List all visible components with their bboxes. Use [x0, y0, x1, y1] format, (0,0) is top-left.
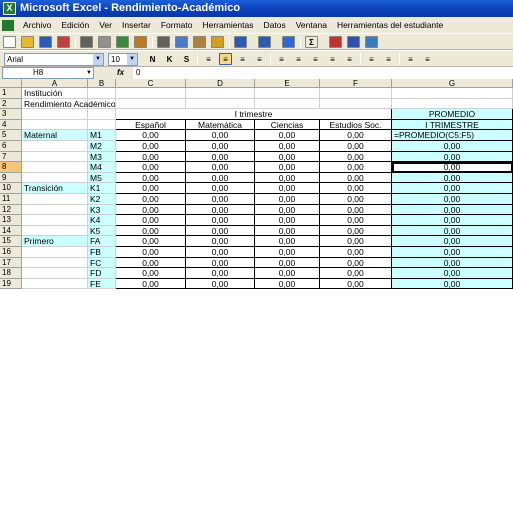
- cell-a6[interactable]: [22, 141, 88, 152]
- cell-g15[interactable]: 0,00: [392, 236, 513, 247]
- cell-a10[interactable]: Transición: [22, 183, 88, 194]
- cell-c7[interactable]: 0,00: [116, 152, 186, 163]
- cell-d2[interactable]: [186, 99, 255, 110]
- table-row: [0, 99, 513, 110]
- format-painter-icon[interactable]: [211, 36, 224, 48]
- cell-b19[interactable]: FE: [88, 279, 116, 290]
- chevron-down-icon[interactable]: ▼: [127, 54, 137, 65]
- cell-a9[interactable]: [22, 173, 88, 184]
- cell-d14[interactable]: 0,00: [186, 226, 255, 237]
- row-header[interactable]: 14: [0, 226, 22, 237]
- cell-f16[interactable]: 0,00: [320, 247, 392, 258]
- currency-icon[interactable]: ≡: [275, 53, 288, 65]
- row-header[interactable]: 13: [0, 215, 22, 226]
- redo-icon[interactable]: [258, 36, 271, 48]
- cell-g18[interactable]: 0,00: [392, 268, 513, 279]
- merge-center-icon[interactable]: ≡: [253, 53, 266, 65]
- thousands-icon[interactable]: ≡: [309, 53, 322, 65]
- cell-a14[interactable]: [22, 226, 88, 237]
- font-size-value: 10: [111, 55, 120, 64]
- cell-e18[interactable]: 0,00: [255, 268, 320, 279]
- cell-a1[interactable]: Institución: [22, 88, 88, 99]
- menu-item-insertar[interactable]: Insertar: [122, 20, 151, 30]
- cell-g4[interactable]: I TRIMESTRE: [392, 120, 513, 131]
- spreadsheet-grid: [0, 79, 513, 303]
- cut-icon[interactable]: [157, 36, 170, 48]
- cell-c19[interactable]: 0,00: [116, 279, 186, 290]
- row-header[interactable]: 15: [0, 236, 22, 247]
- cell-c11[interactable]: 0,00: [116, 194, 186, 205]
- cell-f15[interactable]: 0,00: [320, 236, 392, 247]
- cell-a3[interactable]: [22, 109, 88, 120]
- menu-bar: [0, 17, 513, 33]
- cell-f11[interactable]: 0,00: [320, 194, 392, 205]
- align-left-icon[interactable]: ≡: [202, 53, 215, 65]
- print-icon[interactable]: [80, 36, 93, 48]
- toolbar-separator: [229, 36, 230, 48]
- cell-d5[interactable]: 0,00: [186, 130, 255, 141]
- cell-a7[interactable]: [22, 152, 88, 163]
- table-row: [0, 236, 513, 247]
- cell-g9[interactable]: 0,00: [392, 173, 513, 184]
- cell-g14[interactable]: 0,00: [392, 226, 513, 237]
- cell-g2[interactable]: [392, 99, 513, 110]
- decrease-decimal-icon[interactable]: ≡: [343, 53, 356, 65]
- cell-g3[interactable]: PROMEDIO: [392, 109, 513, 120]
- row-header[interactable]: 7: [0, 152, 22, 163]
- toolbar-separator: [270, 53, 271, 65]
- cell-e8[interactable]: 0,00: [255, 162, 320, 173]
- cell-f19[interactable]: 0,00: [320, 279, 392, 290]
- standard-toolbar: [0, 33, 513, 50]
- cell-b6[interactable]: M2: [88, 141, 116, 152]
- cell-b10[interactable]: K1: [88, 183, 116, 194]
- menu-item-archivo[interactable]: Archivo: [23, 20, 52, 30]
- new-icon[interactable]: [3, 36, 16, 48]
- cell-b16[interactable]: FB: [88, 247, 116, 258]
- formula-input[interactable]: 0: [133, 67, 513, 79]
- research-icon[interactable]: [134, 36, 147, 48]
- cell-a8[interactable]: [22, 162, 88, 173]
- cell-g8[interactable]: 0,00: [392, 162, 513, 173]
- cell-c4[interactable]: Español: [116, 120, 186, 131]
- cell-d16[interactable]: 0,00: [186, 247, 255, 258]
- column-header-e[interactable]: E: [255, 79, 320, 88]
- row-header[interactable]: 17: [0, 258, 22, 269]
- fx-icon[interactable]: fx: [117, 68, 125, 77]
- table-row: [0, 88, 513, 99]
- cell-b17[interactable]: FC: [88, 258, 116, 269]
- row-header[interactable]: 9: [0, 173, 22, 184]
- cell-d9[interactable]: 0,00: [186, 173, 255, 184]
- cell-e11[interactable]: 0,00: [255, 194, 320, 205]
- cell-a5[interactable]: Maternal: [22, 130, 88, 141]
- cell-g16[interactable]: 0,00: [392, 247, 513, 258]
- excel-doc-icon[interactable]: [2, 20, 14, 31]
- menu-items: [18, 17, 448, 33]
- cell-d13[interactable]: 0,00: [186, 215, 255, 226]
- cell-c16[interactable]: 0,00: [116, 247, 186, 258]
- increase-indent-icon[interactable]: ≡: [382, 53, 395, 65]
- column-header-g[interactable]: G: [392, 79, 513, 88]
- table-row: [0, 215, 513, 226]
- cell-a17[interactable]: [22, 258, 88, 269]
- cell-c10[interactable]: 0,00: [116, 183, 186, 194]
- cell-d4[interactable]: Matemática: [186, 120, 255, 131]
- table-row: [0, 268, 513, 279]
- cell-e16[interactable]: 0,00: [255, 247, 320, 258]
- cell-b8[interactable]: M4: [88, 162, 116, 173]
- cell-b14[interactable]: K5: [88, 226, 116, 237]
- cell-d12[interactable]: 0,00: [186, 205, 255, 216]
- row-header[interactable]: 18: [0, 268, 22, 279]
- undo-icon[interactable]: [234, 36, 247, 48]
- row-header[interactable]: 2: [0, 99, 22, 110]
- font-name-combo[interactable]: [4, 53, 104, 66]
- cell-d1[interactable]: [186, 88, 255, 99]
- row-header[interactable]: 1: [0, 88, 22, 99]
- row-header[interactable]: 12: [0, 205, 22, 216]
- cell-e15[interactable]: 0,00: [255, 236, 320, 247]
- borders-icon[interactable]: ≡: [404, 53, 417, 65]
- cell-e19[interactable]: 0,00: [255, 279, 320, 290]
- cell-c8[interactable]: 0,00: [116, 162, 186, 173]
- toolbar-separator: [197, 53, 198, 65]
- title-bar: [0, 0, 513, 17]
- cell-c6[interactable]: 0,00: [116, 141, 186, 152]
- row-header[interactable]: 4: [0, 120, 22, 131]
- cell-a15[interactable]: Primero: [22, 236, 88, 247]
- cell-d18[interactable]: 0,00: [186, 268, 255, 279]
- cell-e9[interactable]: 0,00: [255, 173, 320, 184]
- cell-d6[interactable]: 0,00: [186, 141, 255, 152]
- open-icon[interactable]: [21, 36, 34, 48]
- cell-f14[interactable]: 0,00: [320, 226, 392, 237]
- table-row: [0, 183, 513, 194]
- table-row: [0, 141, 513, 152]
- cell-g19[interactable]: 0,00: [392, 279, 513, 290]
- cell-c9[interactable]: 0,00: [116, 173, 186, 184]
- cell-b1[interactable]: [88, 88, 116, 99]
- cell-b13[interactable]: K4: [88, 215, 116, 226]
- table-row: [0, 130, 513, 141]
- table-row: [0, 162, 513, 173]
- cell-f4[interactable]: Estudios Soc.: [320, 120, 392, 131]
- cell-c2[interactable]: [116, 99, 186, 110]
- table-row: [0, 258, 513, 269]
- sort-desc-icon[interactable]: [347, 36, 360, 48]
- cell-a19[interactable]: [22, 279, 88, 290]
- cell-e7[interactable]: 0,00: [255, 152, 320, 163]
- cell-g5[interactable]: =PROMEDIO(C5:F5): [392, 130, 513, 141]
- cell-a12[interactable]: [22, 205, 88, 216]
- menu-item-edición[interactable]: Edición: [61, 20, 90, 30]
- menu-item-ventana[interactable]: Ventana: [295, 20, 327, 30]
- table-row: [0, 226, 513, 237]
- cell-e1[interactable]: [255, 88, 320, 99]
- row-header[interactable]: 5: [0, 130, 22, 141]
- cell-g13[interactable]: 0,00: [392, 215, 513, 226]
- name-box-value: H8: [33, 68, 44, 77]
- cell-b5[interactable]: M1: [88, 130, 116, 141]
- bold-icon[interactable]: N: [146, 53, 159, 65]
- cell-f5[interactable]: 0,00: [320, 130, 392, 141]
- cell-a4[interactable]: [22, 120, 88, 131]
- cell-d10[interactable]: 0,00: [186, 183, 255, 194]
- cell-e2[interactable]: [255, 99, 320, 110]
- increase-decimal-icon[interactable]: ≡: [326, 53, 339, 65]
- cell-d7[interactable]: 0,00: [186, 152, 255, 163]
- table-row: [0, 194, 513, 205]
- table-row: [0, 109, 513, 120]
- trimestre-header[interactable]: I trimestre: [116, 109, 392, 120]
- name-box[interactable]: [2, 67, 94, 79]
- chevron-down-icon[interactable]: ▼: [93, 54, 103, 65]
- toolbar-separator: [152, 36, 153, 48]
- excel-icon: X: [3, 2, 16, 15]
- font-name-value: Arial: [7, 55, 24, 64]
- cell-a11[interactable]: [22, 194, 88, 205]
- cell-b18[interactable]: FD: [88, 268, 116, 279]
- spelling-icon[interactable]: [116, 36, 129, 48]
- font-size-combo[interactable]: [108, 53, 138, 66]
- table-row: [0, 152, 513, 163]
- row-header[interactable]: 6: [0, 141, 22, 152]
- save-icon[interactable]: [39, 36, 52, 48]
- cell-b9[interactable]: M5: [88, 173, 116, 184]
- toolbar-separator: [399, 53, 400, 65]
- cell-g12[interactable]: 0,00: [392, 205, 513, 216]
- cell-f9[interactable]: 0,00: [320, 173, 392, 184]
- cell-g17[interactable]: 0,00: [392, 258, 513, 269]
- menu-item-herramientas[interactable]: Herramientas: [202, 20, 254, 30]
- cell-e14[interactable]: 0,00: [255, 226, 320, 237]
- cell-b11[interactable]: K2: [88, 194, 116, 205]
- chart-wizard-icon[interactable]: [365, 36, 378, 48]
- table-row: [0, 247, 513, 258]
- table-row: [0, 205, 513, 216]
- cell-g1[interactable]: [392, 88, 513, 99]
- menu-item-herramientas-del-estudiante[interactable]: Herramientas del estudiante: [336, 20, 444, 30]
- cell-f2[interactable]: [320, 99, 392, 110]
- cell-f18[interactable]: 0,00: [320, 268, 392, 279]
- cell-a2[interactable]: Rendimiento Académico: [24, 98, 116, 109]
- cell-d15[interactable]: 0,00: [186, 236, 255, 247]
- cell-f6[interactable]: 0,00: [320, 141, 392, 152]
- cell-b3[interactable]: [88, 109, 116, 120]
- hyperlink-icon[interactable]: [282, 36, 295, 48]
- align-right-icon[interactable]: ≡: [236, 53, 249, 65]
- cell-f12[interactable]: 0,00: [320, 205, 392, 216]
- formatting-toolbar: [0, 50, 513, 67]
- cell-e4[interactable]: Ciencias: [255, 120, 320, 131]
- cell-c12[interactable]: 0,00: [116, 205, 186, 216]
- cell-c18[interactable]: 0,00: [116, 268, 186, 279]
- column-header-f[interactable]: F: [320, 79, 392, 88]
- cell-c13[interactable]: 0,00: [116, 215, 186, 226]
- cell-c14[interactable]: 0,00: [116, 226, 186, 237]
- cell-b15[interactable]: FA: [88, 236, 116, 247]
- print-preview-icon[interactable]: [98, 36, 111, 48]
- cell-e17[interactable]: 0,00: [255, 258, 320, 269]
- cell-c1[interactable]: [116, 88, 186, 99]
- fill-color-icon[interactable]: ≡: [421, 53, 434, 65]
- cell-f1[interactable]: [320, 88, 392, 99]
- row-header[interactable]: 11: [0, 194, 22, 205]
- percent-icon[interactable]: ≡: [292, 53, 305, 65]
- table-row: [0, 173, 513, 184]
- row-header[interactable]: 8: [0, 162, 22, 173]
- cell-c17[interactable]: 0,00: [116, 258, 186, 269]
- cell-g6[interactable]: 0,00: [392, 141, 513, 152]
- cell-d17[interactable]: 0,00: [186, 258, 255, 269]
- cell-g7[interactable]: 0,00: [392, 152, 513, 163]
- align-center-icon[interactable]: ≡: [219, 53, 232, 65]
- cell-b2[interactable]: [88, 99, 116, 110]
- cell-b4[interactable]: [88, 120, 116, 131]
- column-header-d[interactable]: D: [186, 79, 255, 88]
- permission-icon[interactable]: [57, 36, 70, 48]
- table-row: [0, 279, 513, 290]
- chevron-down-icon[interactable]: ▼: [86, 70, 92, 76]
- menu-item-formato[interactable]: Formato: [160, 20, 193, 30]
- cell-c5[interactable]: 0,00: [116, 130, 186, 141]
- column-header-b[interactable]: B: [88, 79, 116, 88]
- cell-a16[interactable]: [22, 247, 88, 258]
- menu-item-ver[interactable]: Ver: [99, 20, 112, 30]
- cell-g10[interactable]: 0,00: [392, 183, 513, 194]
- cell-f13[interactable]: 0,00: [320, 215, 392, 226]
- cell-f17[interactable]: 0,00: [320, 258, 392, 269]
- sort-asc-icon[interactable]: [329, 36, 342, 48]
- cell-e12[interactable]: 0,00: [255, 205, 320, 216]
- cell-a13[interactable]: [22, 215, 88, 226]
- decrease-indent-icon[interactable]: ≡: [365, 53, 378, 65]
- window-title: Microsoft Excel - Rendimiento-Académico: [20, 2, 241, 14]
- menu-item-datos[interactable]: Datos: [263, 20, 286, 30]
- column-header-a[interactable]: A: [22, 79, 88, 88]
- cell-f7[interactable]: 0,00: [320, 152, 392, 163]
- table-row: [0, 120, 513, 131]
- column-headers: [0, 79, 513, 88]
- toolbar-separator: [300, 36, 301, 48]
- cell-d19[interactable]: 0,00: [186, 279, 255, 290]
- cell-d11[interactable]: 0,00: [186, 194, 255, 205]
- select-all-corner[interactable]: [0, 79, 22, 88]
- cell-e6[interactable]: 0,00: [255, 141, 320, 152]
- cell-g11[interactable]: 0,00: [392, 194, 513, 205]
- row-header[interactable]: 3: [0, 109, 22, 120]
- cell-f8[interactable]: 0,00: [320, 162, 392, 173]
- italic-icon[interactable]: K: [163, 53, 176, 65]
- cell-a18[interactable]: [22, 268, 88, 279]
- cell-e5[interactable]: 0,00: [255, 130, 320, 141]
- cell-f10[interactable]: 0,00: [320, 183, 392, 194]
- column-header-c[interactable]: C: [116, 79, 186, 88]
- formula-bar: [0, 67, 513, 79]
- autosum-icon[interactable]: Σ: [305, 36, 318, 48]
- cell-d8[interactable]: 0,00: [186, 162, 255, 173]
- row-header[interactable]: 19: [0, 279, 22, 290]
- paste-icon[interactable]: [193, 36, 206, 48]
- toolbar-separator: [360, 53, 361, 65]
- copy-icon[interactable]: [175, 36, 188, 48]
- cell-e10[interactable]: 0,00: [255, 183, 320, 194]
- cell-e13[interactable]: 0,00: [255, 215, 320, 226]
- row-header[interactable]: 10: [0, 183, 22, 194]
- row-header[interactable]: 16: [0, 247, 22, 258]
- cell-b7[interactable]: M3: [88, 152, 116, 163]
- toolbar-separator: [75, 36, 76, 48]
- cell-b12[interactable]: K3: [88, 205, 116, 216]
- underline-icon[interactable]: S: [180, 53, 193, 65]
- cell-c15[interactable]: 0,00: [116, 236, 186, 247]
